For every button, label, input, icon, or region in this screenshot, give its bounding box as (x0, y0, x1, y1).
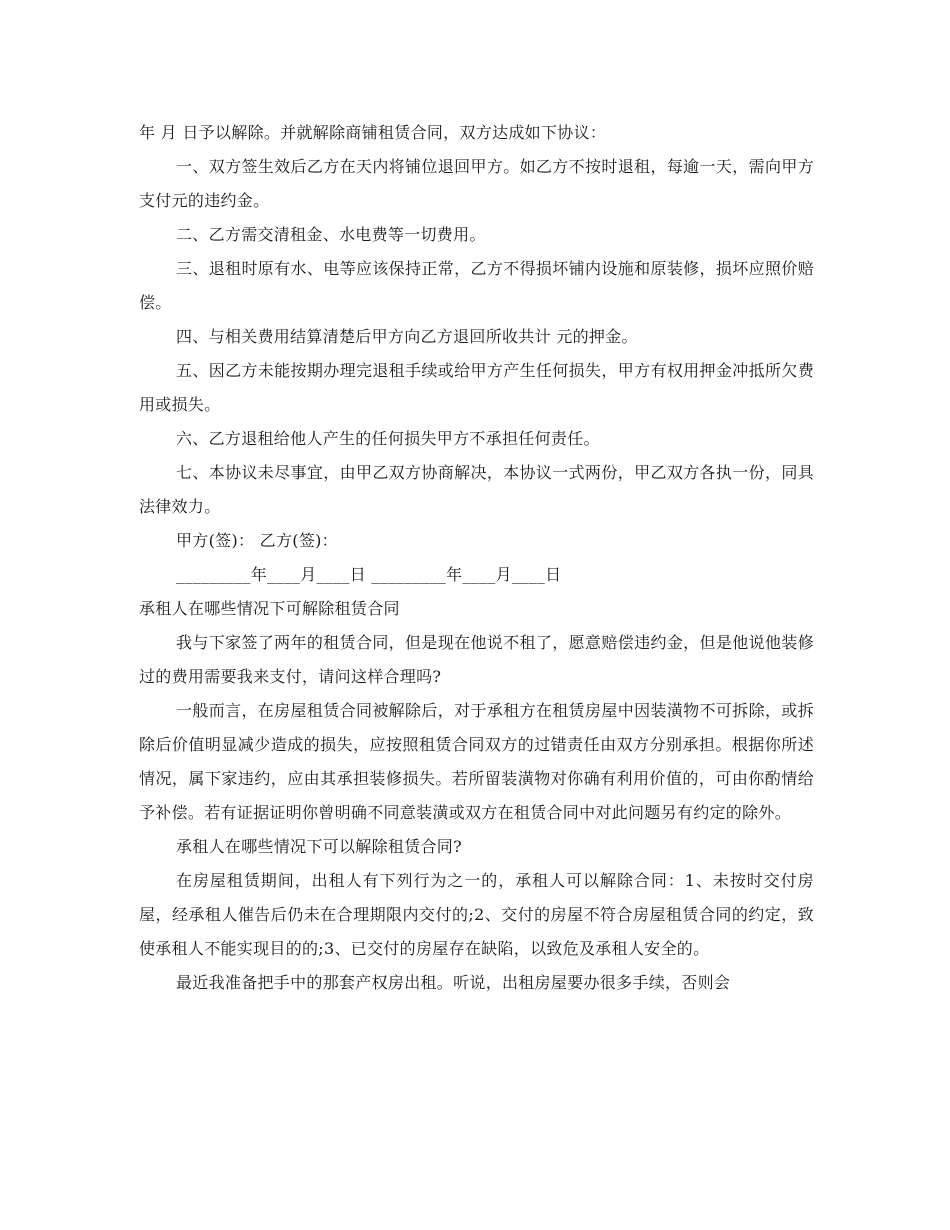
signature-line: 甲方(签)： 乙方(签)： (176, 531, 338, 550)
clause-5: 五、因乙方未能按期办理完退租手续或给甲方产生任何损失，甲方有权用押金冲抵所欠费用或损失。 (139, 361, 814, 414)
question-paragraph: 我与下家签了两年的租赁合同，但是现在他说不租了，愿意赔偿违约金，但是他说他装修过的费用需要我来支付，请问这样合理吗? (139, 633, 814, 686)
subheading-question: 承租人在哪些情况下可以解除租赁合同? (176, 837, 462, 856)
lease-termination-conditions: 在房屋租赁期间，出租人有下列行为之一的，承租人可以解除合同：1、未按时交付房屋，经承租人催告后仍未在合理期限内交付的;2、交付的房屋不符合房屋租赁合同的约定，致使承租人不能实现目的的;3、已交付的房屋存在缺陷，以致危及承租人安全的。 (139, 871, 814, 958)
date-line: _________年____月____日 _________年____月____日 (176, 565, 562, 584)
answer-paragraph: 一般而言，在房屋租赁合同被解除后，对于承租方在租赁房屋中因装潢物不可拆除，或拆除后价值明显减少造成的损失，应按照租赁合同双方的过错责任由双方分别承担。根据你所述情况，属下家违约，应由其承担装修损失。若所留装潢物对你确有利用价值的，可由你酌情给予补偿。若有证据证明你曾明确不同意装潢或双方在租赁合同中对此问题另有约定的除外。 (139, 701, 814, 822)
clause-4: 四、与相关费用结算清楚后甲方向乙方退回所收共计 元的押金。 (176, 327, 638, 346)
clause-7: 七、本协议未尽事宜，由甲乙双方协商解决，本协议一式两份，甲乙双方各执一份，同具法律效力。 (139, 463, 814, 516)
paragraph-termination-date: 年 月 日予以解除。并就解除商铺租赁合同，双方达成如下协议： (139, 123, 607, 142)
clause-1: 一、双方签生效后乙方在天内将铺位退回甲方。如乙方不按时退租，每逾一天，需向甲方支付元的违约金。 (139, 157, 814, 210)
section-heading: 承租人在哪些情况下可解除租赁合同 (139, 599, 400, 618)
clause-2: 二、乙方需交清租金、水电费等一切费用。 (176, 225, 486, 244)
clause-6: 六、乙方退租给他人产生的任何损失甲方不承担任何责任。 (176, 429, 600, 448)
rental-procedure-paragraph: 最近我准备把手中的那套产权房出租。听说，出租房屋要办很多手续，否则会 (176, 973, 731, 992)
clause-3: 三、退租时原有水、电等应该保持正常，乙方不得损坏铺内设施和原装修，损坏应照价赔偿。 (139, 259, 814, 312)
document-body (139, 116, 814, 1000)
